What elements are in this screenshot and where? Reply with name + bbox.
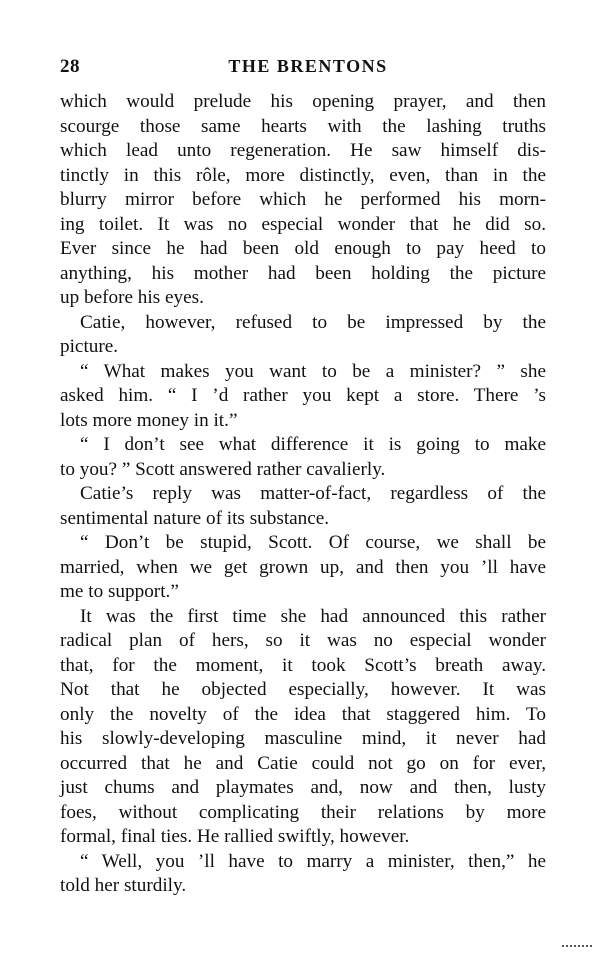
text-line: which would prelude his opening prayer, and then	[60, 91, 546, 112]
text-line: tinctly in this rôle, more distinctly, even, than in the	[60, 164, 546, 186]
text-line: told her sturdily.	[60, 875, 187, 896]
text-line: Ever since he had been old enough to pay heed to	[60, 238, 546, 259]
text-line: “ Don’t be stupid, Scott. Of course, we shall be	[80, 532, 546, 553]
text-line: that, for the moment, it took Scott’s breath away.	[60, 654, 546, 676]
text-line: asked him. “ I ’d rather you kept a store. There ’s	[60, 385, 546, 406]
text-line: “ I don’t see what difference it is going to make	[80, 434, 546, 455]
text-line: picture.	[60, 336, 119, 357]
text-line: me to support.”	[60, 581, 179, 602]
text-line: lots more money in it.”	[60, 409, 238, 431]
text-line: married, when we get grown up, and then you ’ll have	[60, 556, 546, 578]
text-line: blurry mirror before which he performed his morn-	[60, 189, 546, 210]
text-line: radical plan of hers, so it was no especial wonder	[60, 630, 546, 651]
text-line: which lead unto regeneration. He saw himself dis-	[60, 140, 546, 161]
page-number: 28	[60, 56, 80, 77]
text-line: up before his eyes.	[60, 287, 204, 308]
text-line: to you? ” Scott answered rather cavalierly.	[60, 458, 386, 480]
text-line: It was the first time she had announced this rather	[80, 605, 546, 627]
text-line: foes, without complicating their relations by more	[60, 801, 546, 823]
text-line: Catie’s reply was matter-of-fact, regardless of the	[80, 483, 546, 504]
text-line: “ What makes you want to be a minister? ” she	[80, 360, 546, 382]
text-line: anything, his mother had been holding the picture	[60, 262, 546, 284]
text-line: formal, final ties. He rallied swiftly, however.	[60, 826, 410, 847]
text-line: scourge those same hearts with the lashing truths	[60, 115, 546, 137]
page-header	[60, 56, 546, 82]
text-line: just chums and playmates and, now and then, lusty	[60, 777, 546, 798]
text-line: Catie, however, refused to be impressed by the	[80, 311, 546, 333]
text-line: “ Well, you ’ll have to marry a minister, then,” he	[80, 850, 546, 872]
text-line: Not that he objected especially, however. It was	[60, 679, 546, 700]
page-edge-mark	[562, 945, 592, 950]
text-line: only the novelty of the idea that staggered him. To	[60, 703, 546, 725]
running-title: THE BRENTONS	[228, 56, 388, 76]
body-text	[60, 90, 546, 899]
text-line: ing toilet. It was no especial wonder that he did so.	[60, 213, 546, 235]
text-line: sentimental nature of its substance.	[60, 507, 330, 529]
text-line: occurred that he and Catie could not go on for ever,	[60, 752, 546, 774]
text-line: his slowly-developing masculine mind, it never had	[60, 728, 546, 749]
